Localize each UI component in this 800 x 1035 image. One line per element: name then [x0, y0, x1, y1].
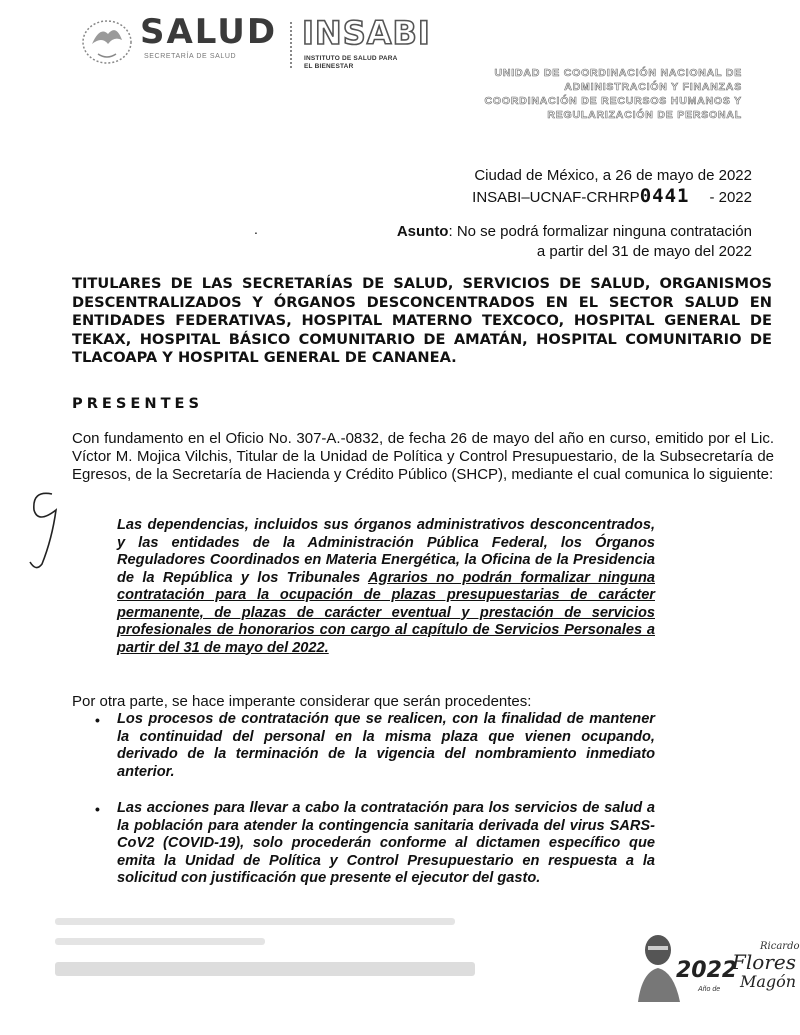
handwritten-mark-icon: [12, 484, 72, 574]
bullet-item: Las acciones para llevar a cabo la contratación para los servicios de salud a la población para atender la contingencia sanitaria derivada del virus SARS-CoV2 (COVID-19), solo procederán conforme al dictamen específico que emita la Unidad de Política y Control Presupuestario en respuesta a la solicitud con justificación que presente el ejecutor del gasto.: [117, 800, 655, 886]
footer-address-blur: [55, 918, 455, 925]
presentes-heading: PRESENTES: [72, 395, 204, 412]
footer-contact-blur: [55, 938, 265, 945]
salud-logo: SALUD: [140, 12, 278, 52]
addressee-block: TITULARES DE LAS SECRETARÍAS DE SALUD, SERVICIOS DE SALUD, ORGANISMOS DESCENTRALIZADOS Y ÓRGANOS DESCONCENTRADOS EN EL SECTOR SALUD EN ENTIDADES FEDERATIVAS, HOSPITAL MATERNO TEXCOCO, HOSPITAL GENERAL DE TEKAX, HOSPITAL BÁSICO COMUNITARIO DE AMATÁN, HOSPITAL COMUNITARIO DE TLACOAPA Y HOSPITAL GENERAL DE CANANEA.: [72, 275, 772, 366]
quoted-directive-text: Las dependencias, incluidos sus órganos administrativos desconcentrados, y las entidades de la Administración Pública Federal, los Órganos Reguladores Coordinados en Materia Energética, la Oficina de la Presidencia de la República y los Tribunales: [117, 517, 655, 586]
header-divider: [290, 22, 292, 68]
quoted-directive: [117, 517, 655, 657]
quoted-directive-underlined: Agrarios no podrán formalizar ninguna contratación para la ocupación de plazas presupuestarias de carácter permanente, de plazas de carácter eventual y prestación de servicios profesionales de honorarios con cargo al capítulo de Servicios Personales a partir del 31 de mayo del 2022.: [117, 569, 655, 656]
bullet-marker: •: [95, 712, 100, 728]
name-magon: Magón: [740, 972, 797, 991]
unit-line-2: ADMINISTRACIÓN Y FINANZAS: [564, 81, 742, 93]
date-line: Ciudad de México, a 26 de mayo de 2022: [474, 167, 752, 184]
name-flores: Flores: [732, 950, 796, 974]
insabi-subtitle-line-2: EL BIENESTAR: [304, 63, 354, 70]
otra-parte-paragraph: Por otra parte, se hace imperante considerar que serán procedentes:: [72, 693, 532, 710]
eagle-emblem-icon: [78, 14, 136, 66]
name-ricardo: Ricardo: [760, 941, 800, 952]
ano-de-label: Año de: [698, 986, 721, 993]
subject-label: Asunto: [396, 223, 449, 240]
bullet-marker: •: [95, 801, 100, 817]
bullet-item: Los procesos de contratación que se realicen, con la finalidad de mantener la continuidad del personal en la misma plaza que vienen ocupando, derivado de la terminación de la vigencia del nombramiento inmediato anterior.: [117, 711, 655, 780]
subject-block: [392, 222, 752, 262]
intro-paragraph: Con fundamento en el Oficio No. 307-A.-0832, de fecha 26 de mayo del año en curso, emitido por el Lic. Víctor M. Mojica Vilchis, Titular de la Unidad de Política y Control Presupuestario, de la Subsecretaría de Egresos, de la Secretaría de Hacienda y Crédito Público (SHCP), mediante el cual comunica lo siguiente:: [72, 430, 774, 484]
subject-text: : No se podrá formalizar ninguna contratación a partir del 31 de mayo del 2022: [448, 223, 752, 260]
insabi-logo: INSABI: [302, 14, 431, 52]
insabi-subtitle-line-1: INSTITUTO DE SALUD PARA: [304, 55, 398, 62]
unit-line-1: UNIDAD DE COORDINACIÓN NACIONAL DE: [494, 67, 742, 79]
footer-legal-blur: [55, 962, 475, 976]
reference-suffix: - 2022: [709, 189, 752, 206]
unit-heading: [442, 66, 742, 122]
reference-line: [472, 186, 752, 208]
salud-subtitle: SECRETARÍA DE SALUD: [144, 53, 237, 60]
unit-line-3: COORDINACIÓN DE RECURSOS HUMANOS Y: [484, 95, 742, 107]
unit-line-4: REGULARIZACIÓN DE PERSONAL: [547, 109, 742, 121]
year-2022: 2022: [676, 958, 738, 983]
stray-mark: .: [254, 221, 258, 237]
reference-number: 0441: [639, 185, 690, 207]
reference-prefix: INSABI–UCNAF-CRHRP: [472, 189, 640, 206]
